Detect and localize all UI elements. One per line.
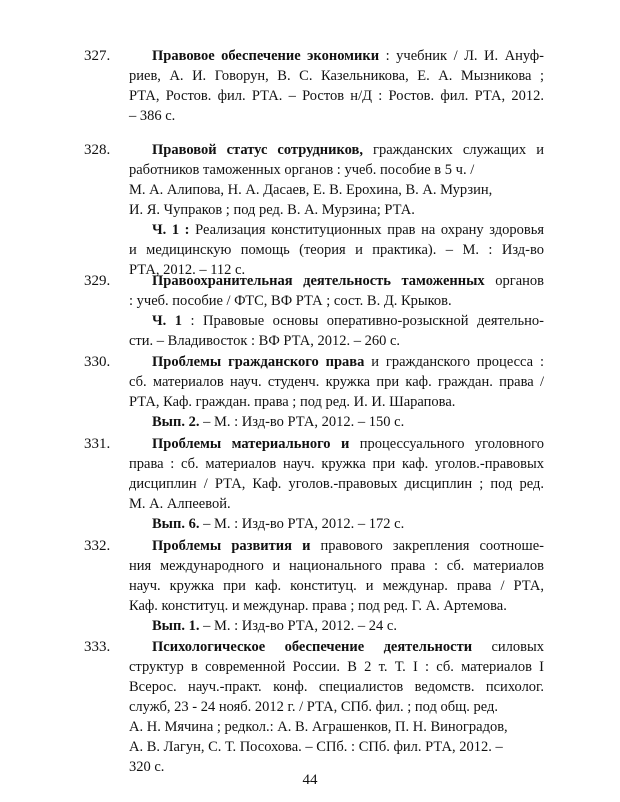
page-number: 44 — [302, 772, 318, 788]
entry-line: А. Н. Мячина ; редкол.: А. В. Аграшенков, П. Н. Виноградов, — [129, 719, 508, 735]
entry-number: 333. — [84, 639, 111, 655]
entry-line: Вып. 2. – М. : Изд-во РТА, 2012. – 150 с. — [152, 414, 405, 430]
entry-line: структур в современной России. В 2 т. Т. I : сб. материалов I — [129, 659, 544, 675]
entry-line: Психологическое обеспечение деятельности силовых — [152, 639, 544, 655]
entry-number: 328. — [84, 142, 111, 158]
entry-line: 320 с. — [129, 759, 165, 775]
entry-line: и медицинскую помощь (теория и практика). – М. : Изд-во — [129, 242, 544, 258]
entry-line: РТА, Каф. граждан. права ; под ред. И. И. Шарапова. — [129, 394, 456, 410]
entry-line: Ч. 1 : Правовые основы оперативно-розыскной деятельно- — [152, 313, 544, 329]
entry-line: риев, А. И. Говорун, В. С. Казельникова, Е. А. Мызникова ; — [129, 68, 544, 84]
entry-line: Правоохранительная деятельность таможенных органов — [152, 273, 544, 289]
entry-line: И. Я. Чупраков ; под ред. В. А. Мурзина; РТА. — [129, 202, 415, 218]
bibliography-entry-329 — [84, 271, 544, 351]
entry-title: Проблемы гражданского права — [152, 354, 365, 370]
entry-title: Проблемы развития и — [152, 538, 311, 554]
entry-number: 330. — [84, 354, 111, 370]
entry-line: Правовое обеспечение экономики : учебник / Л. И. Ануф- — [152, 48, 544, 64]
issue-label: Вып. 1. — [152, 618, 200, 634]
entry-line: права : сб. материалов науч. кружка при каф. уголов.-правовых — [129, 456, 544, 472]
entry-line: М. А. Алипова, Н. А. Дасаев, Е. В. Ерохина, В. А. Мурзин, — [129, 182, 493, 198]
entry-number: 331. — [84, 436, 111, 452]
entry-line: Вып. 1. – М. : Изд-во РТА, 2012. – 24 с. — [152, 618, 397, 634]
entry-line: сти. – Владивосток : ВФ РТА, 2012. – 260 с. — [129, 333, 401, 349]
entry-line: Проблемы гражданского права и гражданского процесса : — [152, 354, 544, 370]
entry-line: Правовой статус сотрудников, гражданских служащих и — [152, 142, 544, 158]
part-label: Ч. 1 — [152, 313, 183, 329]
bibliography-entry-331 — [84, 434, 544, 534]
entry-title: Правовой статус сотрудников, — [152, 142, 363, 158]
entry-line: РТА, Ростов. фил. РТА. – Ростов н/Д : Ростов. фил. РТА, 2012. — [129, 88, 544, 104]
issue-label: Вып. 2. — [152, 414, 200, 430]
entry-title: Проблемы материального и — [152, 436, 350, 452]
entry-line: ния международного и национального права : сб. материалов — [129, 558, 544, 574]
entry-line: РТА, 2012. – 112 с. — [129, 262, 246, 278]
entry-line: Проблемы материального и процессуального уголовного — [152, 436, 544, 452]
bibliography-entry-332 — [84, 536, 544, 636]
entry-line: Каф. конституц. и междунар. права ; под ред. Г. А. Артемова. — [129, 598, 507, 614]
entry-line: Ч. 1 : Реализация конституционных прав на охрану здоровья — [152, 222, 544, 238]
entry-line: работников таможенных органов : учеб. пособие в 5 ч. / — [129, 162, 475, 178]
bibliography-entry-327 — [84, 46, 544, 126]
entry-line: Всерос. науч.-практ. конф. специалистов ведомств. психолог. — [129, 679, 544, 695]
entry-line: – 386 с. — [129, 108, 176, 124]
part-label: Ч. 1 : — [152, 222, 190, 238]
entry-number: 327. — [84, 48, 111, 64]
entry-line: дисциплин / РТА, Каф. уголов.-правовых дисциплин ; под ред. — [129, 476, 544, 492]
entry-line: А. В. Лагун, С. Т. Посохова. – СПб. : СПб. фил. РТА, 2012. – — [129, 739, 503, 755]
entry-title: Правовое обеспечение экономики — [152, 48, 380, 64]
entry-line: Проблемы развития и правового закрепления соотноше- — [152, 538, 544, 554]
entry-line: М. А. Алпеевой. — [129, 496, 231, 512]
entry-line: служб, 23 - 24 нояб. 2012 г. / РТА, СПб. фил. ; под общ. ред. — [129, 699, 499, 715]
entry-line: Вып. 6. – М. : Изд-во РТА, 2012. – 172 с. — [152, 516, 405, 532]
issue-label: Вып. 6. — [152, 516, 200, 532]
bibliography-entry-330 — [84, 352, 544, 432]
entry-title: Правоохранительная деятельность таможенных — [152, 273, 485, 289]
entry-number: 329. — [84, 273, 111, 289]
entry-line: : учеб. пособие / ФТС, ВФ РТА ; сост. В. Д. Крыков. — [129, 293, 452, 309]
entry-number: 332. — [84, 538, 111, 554]
entry-title: Психологическое обеспечение деятельности — [152, 639, 473, 655]
entry-line: науч. кружка при каф. конституц. и междунар. права / РТА, — [129, 578, 544, 594]
entry-line: сб. материалов науч. студенч. кружка при каф. граждан. права / — [129, 374, 544, 390]
bibliography-entry-328 — [84, 140, 544, 280]
bibliography-entry-333 — [84, 637, 544, 777]
